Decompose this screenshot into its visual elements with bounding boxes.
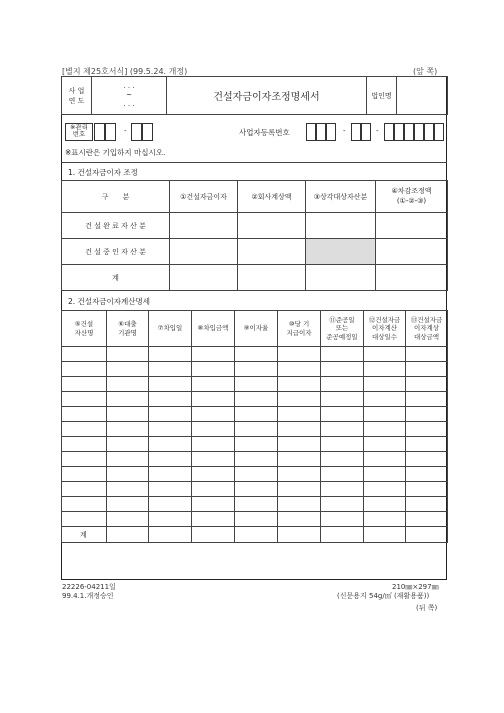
date-tilde: ~ [126, 90, 132, 99]
s2-cell[interactable] [278, 347, 321, 362]
section2-title: 2. 건설자금이자계산명세 [68, 297, 150, 306]
s1-row-in-progress-label: 건 설 중 인 자 산 분 [62, 239, 170, 265]
s2-cell[interactable] [278, 422, 321, 437]
s2-cell[interactable] [192, 482, 235, 497]
s2-cell[interactable] [364, 512, 406, 527]
s2-cell[interactable] [235, 452, 278, 467]
s2-cell[interactable] [107, 392, 149, 407]
s2-header-target-days: ⑫건설자금 이자계산 대상일수 [364, 311, 406, 347]
s1-row-total-label: 계 [62, 265, 170, 291]
s2-cell[interactable] [107, 482, 149, 497]
s2-row [62, 497, 448, 512]
date-to: . . . [123, 100, 135, 109]
s2-cell[interactable] [406, 347, 448, 362]
s2-cell[interactable] [364, 527, 406, 543]
s2-cell[interactable] [192, 527, 235, 543]
s2-cell[interactable] [321, 377, 364, 392]
s2-cell[interactable] [62, 512, 107, 527]
s2-cell[interactable] [406, 482, 448, 497]
s2-header-lender: ⑥대출 기관명 [107, 311, 149, 347]
s2-cell[interactable] [278, 482, 321, 497]
s2-header-interest-rate: ⑨이자율 [235, 311, 278, 347]
s1-header-deduction-adjustment: ④차감조정액 (①-②-③) [376, 181, 448, 213]
business-reg-field-2[interactable] [351, 123, 371, 141]
s2-cell[interactable] [149, 437, 192, 452]
s2-cell[interactable] [62, 392, 107, 407]
s2-cell[interactable] [278, 497, 321, 512]
s2-cell[interactable] [149, 452, 192, 467]
s1-cell[interactable] [376, 213, 448, 239]
s2-cell[interactable] [278, 377, 321, 392]
s2-cell[interactable] [321, 422, 364, 437]
s2-cell[interactable] [149, 392, 192, 407]
s2-cell[interactable] [278, 527, 321, 543]
s2-row [62, 452, 448, 467]
business-reg-field-3[interactable] [384, 123, 444, 141]
s2-cell[interactable] [62, 407, 107, 422]
s2-total-label: 계 [62, 527, 107, 543]
s2-cell[interactable] [406, 422, 448, 437]
s1-cell[interactable] [238, 213, 306, 239]
page-side-back: (뒤 쪽) [416, 604, 438, 612]
s2-cell[interactable] [62, 422, 107, 437]
s2-cell[interactable] [406, 377, 448, 392]
business-reg-field-1[interactable] [306, 123, 336, 141]
s2-cell[interactable] [235, 437, 278, 452]
s2-cell[interactable] [278, 467, 321, 482]
s2-cell[interactable] [235, 377, 278, 392]
s2-cell[interactable] [278, 512, 321, 527]
s2-cell[interactable] [107, 347, 149, 362]
s2-cell[interactable] [149, 482, 192, 497]
title-table [61, 76, 448, 115]
s2-cell[interactable] [192, 362, 235, 377]
s2-header-borrow-amount: ⑧차입금액 [192, 311, 235, 347]
section1-title: 1. 건설자금이자 조정 [68, 168, 138, 177]
page-side-front: (앞 쪽) [413, 67, 438, 76]
s2-cell[interactable] [107, 407, 149, 422]
s2-cell[interactable] [406, 437, 448, 452]
s2-cell[interactable] [321, 497, 364, 512]
s2-cell[interactable] [321, 392, 364, 407]
s2-cell[interactable] [364, 407, 406, 422]
management-number-field-1[interactable] [94, 123, 128, 141]
s1-cell[interactable] [170, 213, 238, 239]
s2-cell[interactable] [406, 362, 448, 377]
s1-cell[interactable] [170, 239, 238, 265]
s2-cell[interactable] [62, 452, 107, 467]
s2-cell[interactable] [192, 497, 235, 512]
s2-cell[interactable] [321, 452, 364, 467]
s2-cell[interactable] [149, 422, 192, 437]
s2-cell[interactable] [235, 392, 278, 407]
s2-cell[interactable] [149, 362, 192, 377]
s1-header-category: 구 분 [62, 181, 170, 213]
s1-header-construction-interest: ①건설자금이자 [170, 181, 238, 213]
s2-cell[interactable] [321, 482, 364, 497]
s2-row [62, 482, 448, 497]
s2-cell[interactable] [278, 362, 321, 377]
s2-cell[interactable] [406, 512, 448, 527]
s2-row [62, 437, 448, 452]
s2-cell[interactable] [107, 467, 149, 482]
s2-cell[interactable] [192, 347, 235, 362]
s2-cell[interactable] [364, 377, 406, 392]
business-year-field[interactable] [92, 77, 167, 115]
footer-approval: 99.4.1.개정승인 [62, 592, 114, 600]
s1-cell[interactable] [238, 239, 306, 265]
s2-cell[interactable] [364, 467, 406, 482]
corp-name-field[interactable] [397, 77, 448, 115]
s2-row [62, 347, 448, 362]
s2-cell[interactable] [192, 452, 235, 467]
s2-cell[interactable] [321, 512, 364, 527]
s2-cell[interactable] [321, 467, 364, 482]
management-number-label: ※관리 번호 [65, 123, 93, 141]
s2-cell[interactable] [192, 392, 235, 407]
s2-cell[interactable] [235, 482, 278, 497]
notice-text: ※표시란은 기입하지 마십시오. [65, 148, 166, 157]
s2-cell[interactable] [62, 362, 107, 377]
s2-cell[interactable] [62, 467, 107, 482]
s2-cell[interactable] [278, 437, 321, 452]
s2-row [62, 512, 448, 527]
s2-header-completion-date: ⑪준공일 또는 준공예정일 [321, 311, 364, 347]
s2-cell[interactable] [364, 347, 406, 362]
s2-cell[interactable] [235, 527, 278, 543]
s1-cell[interactable] [306, 265, 376, 291]
s2-cell[interactable] [149, 407, 192, 422]
s2-cell[interactable] [62, 482, 107, 497]
s2-cell[interactable] [364, 452, 406, 467]
s2-row [62, 377, 448, 392]
s2-cell[interactable] [235, 407, 278, 422]
s2-row [62, 422, 448, 437]
s2-cell[interactable] [149, 377, 192, 392]
s2-cell[interactable] [321, 407, 364, 422]
s1-row-completed-label: 건 설 완 료 자 산 분 [62, 213, 170, 239]
form-title: 건설자금이자조정명세서 [167, 77, 367, 115]
s2-cell[interactable] [235, 347, 278, 362]
s2-cell[interactable] [235, 497, 278, 512]
business-reg-label: 사업자등록번호 [239, 128, 290, 137]
s2-header-interest-paid: ⑩당 기 지급이자 [278, 311, 321, 347]
management-section [61, 115, 447, 163]
s2-cell[interactable] [107, 362, 149, 377]
s1-cell[interactable] [376, 239, 448, 265]
footer-form-code: 22226-04211일 [62, 583, 116, 591]
management-number-field-2[interactable] [131, 123, 155, 141]
s2-cell[interactable] [235, 422, 278, 437]
s2-cell[interactable] [192, 512, 235, 527]
s2-cell[interactable] [406, 497, 448, 512]
section1-table [61, 180, 448, 291]
s2-cell[interactable] [107, 452, 149, 467]
s2-cell[interactable] [364, 437, 406, 452]
s2-cell[interactable] [149, 347, 192, 362]
s2-header-target-amount: ⑬건설자금 이자계상 대상금액 [406, 311, 448, 347]
s2-cell[interactable] [107, 512, 149, 527]
form-number: [별지 제25호서식] (99.5.24. 개정) [62, 67, 188, 76]
s2-cell[interactable] [406, 467, 448, 482]
s2-cell[interactable] [235, 467, 278, 482]
s2-cell[interactable] [192, 437, 235, 452]
reg-dash-2: - [376, 127, 379, 135]
s2-cell[interactable] [192, 407, 235, 422]
s1-cell-shaded [306, 239, 376, 265]
s2-cell[interactable] [235, 512, 278, 527]
s2-cell[interactable] [364, 362, 406, 377]
s2-cell[interactable] [321, 527, 364, 543]
s2-cell[interactable] [278, 452, 321, 467]
s2-cell[interactable] [364, 497, 406, 512]
s2-cell[interactable] [149, 467, 192, 482]
s1-cell[interactable] [238, 265, 306, 291]
s2-row [62, 407, 448, 422]
s2-cell[interactable] [364, 392, 406, 407]
s2-cell[interactable] [62, 437, 107, 452]
s2-cell[interactable] [406, 392, 448, 407]
s2-row [62, 362, 448, 377]
s2-cell[interactable] [149, 527, 192, 543]
s2-cell[interactable] [192, 377, 235, 392]
s2-row [62, 392, 448, 407]
s2-cell[interactable] [235, 362, 278, 377]
s2-cell[interactable] [364, 422, 406, 437]
date-from: . . . [123, 81, 135, 90]
s2-cell[interactable] [62, 347, 107, 362]
s1-cell[interactable] [306, 213, 376, 239]
section2-table [61, 310, 448, 543]
s2-cell[interactable] [62, 497, 107, 512]
reg-dash-1: - [343, 127, 346, 135]
corp-name-label: 법인명 [367, 77, 397, 115]
business-year-label: 사 업 연 도 [62, 77, 92, 115]
s2-cell[interactable] [278, 392, 321, 407]
s2-cell[interactable] [107, 527, 149, 543]
s2-cell[interactable] [192, 467, 235, 482]
s1-header-depreciable-asset: ③상각대상자산분 [306, 181, 376, 213]
s2-cell[interactable] [321, 437, 364, 452]
s1-cell[interactable] [170, 265, 238, 291]
s1-header-company-recorded: ②회사계상액 [238, 181, 306, 213]
s2-cell[interactable] [321, 347, 364, 362]
s2-header-borrow-date: ⑦차입일 [149, 311, 192, 347]
s2-cell[interactable] [107, 437, 149, 452]
s2-cell[interactable] [364, 482, 406, 497]
s2-row [62, 467, 448, 482]
s2-cell[interactable] [278, 407, 321, 422]
s2-header-asset-name: ⑤건설 자산명 [62, 311, 107, 347]
management-dash: - [124, 127, 127, 135]
s2-cell[interactable] [149, 497, 192, 512]
s2-cell[interactable] [406, 527, 448, 543]
s2-cell[interactable] [107, 497, 149, 512]
s2-cell[interactable] [406, 452, 448, 467]
s2-cell[interactable] [107, 377, 149, 392]
s2-cell[interactable] [107, 422, 149, 437]
s2-cell[interactable] [192, 422, 235, 437]
s2-cell[interactable] [406, 407, 448, 422]
s2-cell[interactable] [62, 377, 107, 392]
s2-cell[interactable] [149, 512, 192, 527]
footer-paper-type: (신문용지 54g/㎡ (재활용품)) [337, 592, 430, 600]
footer-paper-size: 210㎜×297㎜ [392, 583, 439, 591]
s1-cell[interactable] [376, 265, 448, 291]
s2-cell[interactable] [321, 362, 364, 377]
